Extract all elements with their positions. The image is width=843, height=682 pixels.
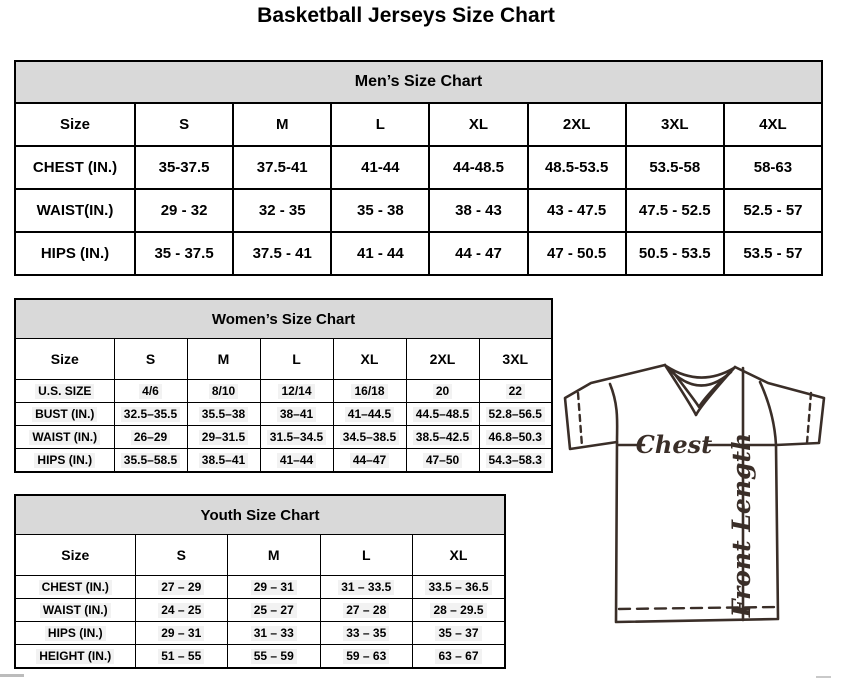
measurement-value-cell: 50.5 - 53.5 — [626, 232, 724, 275]
measurement-row — [15, 232, 822, 275]
measurement-value-cell: 35.5–58.5 — [114, 449, 187, 473]
measurement-value-cell: 38 - 43 — [429, 189, 527, 232]
measurement-row — [15, 576, 505, 599]
size-column-header: XL — [429, 103, 527, 146]
size-column-header: 4XL — [724, 103, 822, 146]
measurement-row — [15, 449, 552, 473]
size-column-header: XL — [333, 339, 406, 380]
size-column-header: 3XL — [479, 339, 552, 380]
chart-title: Women’s Size Chart — [15, 299, 552, 339]
measurement-value-cell: 12/14 — [260, 380, 333, 403]
measurement-value-cell: 25 – 27 — [228, 599, 321, 622]
measurement-row — [15, 146, 822, 189]
measurement-value-cell: 55 – 59 — [228, 645, 321, 669]
measurement-value-cell: 27 – 28 — [320, 599, 413, 622]
measurement-value-cell: 41–44 — [260, 449, 333, 473]
measurement-value-cell: 32 - 35 — [233, 189, 331, 232]
measurement-row-label: BUST (IN.) — [15, 403, 114, 426]
chest-label: Chest — [635, 430, 713, 459]
measurement-value-cell: 8/10 — [187, 380, 260, 403]
measurement-value-cell: 29 - 32 — [135, 189, 233, 232]
measurement-value-cell: 47–50 — [406, 449, 479, 473]
measurement-value-cell: 44-48.5 — [429, 146, 527, 189]
measurement-value-cell: 16/18 — [333, 380, 406, 403]
measurement-value-cell: 31 – 33.5 — [320, 576, 413, 599]
size-column-header: M — [228, 535, 321, 576]
measurement-row-label: HIPS (IN.) — [15, 232, 135, 275]
measurement-value-cell: 26–29 — [114, 426, 187, 449]
measurement-value-cell: 35 - 37.5 — [135, 232, 233, 275]
size-column-header: M — [187, 339, 260, 380]
measurement-row-label: WAIST(IN.) — [15, 189, 135, 232]
measurement-value-cell: 35-37.5 — [135, 146, 233, 189]
horizontal-scrollbar-fragment-right[interactable] — [816, 676, 831, 678]
measurement-value-cell: 37.5-41 — [233, 146, 331, 189]
size-column-header: L — [331, 103, 429, 146]
measurement-value-cell: 41–44.5 — [333, 403, 406, 426]
measurement-value-cell: 48.5-53.5 — [528, 146, 626, 189]
measurement-value-cell: 20 — [406, 380, 479, 403]
measurement-value-cell: 38–41 — [260, 403, 333, 426]
size-column-header: 2XL — [528, 103, 626, 146]
measurement-value-cell: 52.5 - 57 — [724, 189, 822, 232]
front-length-label: Front Length — [727, 432, 756, 618]
measurement-value-cell: 31.5–34.5 — [260, 426, 333, 449]
measurement-row-label: CHEST (IN.) — [15, 576, 135, 599]
measurement-value-cell: 58-63 — [724, 146, 822, 189]
size-column-header: S — [135, 103, 233, 146]
measurement-value-cell: 41 - 44 — [331, 232, 429, 275]
size-column-header: 2XL — [406, 339, 479, 380]
measurement-row-label: CHEST (IN.) — [15, 146, 135, 189]
measurement-value-cell: 34.5–38.5 — [333, 426, 406, 449]
size-column-header: S — [114, 339, 187, 380]
measurement-value-cell: 4/6 — [114, 380, 187, 403]
measurement-value-cell: 35 – 37 — [413, 622, 506, 645]
measurement-value-cell: 63 – 67 — [413, 645, 506, 669]
measurement-value-cell: 35.5–38 — [187, 403, 260, 426]
measurement-row-label: HEIGHT (IN.) — [15, 645, 135, 669]
measurement-row — [15, 426, 552, 449]
jersey-outline — [565, 365, 824, 622]
chart-title: Men’s Size Chart — [15, 61, 822, 103]
measurement-value-cell: 38.5–41 — [187, 449, 260, 473]
size-column-header: 3XL — [626, 103, 724, 146]
measurement-value-cell: 29–31.5 — [187, 426, 260, 449]
measurement-row-label: U.S. SIZE — [15, 380, 114, 403]
measurement-value-cell: 53.5-58 — [626, 146, 724, 189]
chart-title: Youth Size Chart — [15, 495, 505, 535]
left-cuff-dashed-line — [578, 393, 582, 446]
size-corner-header: Size — [15, 535, 135, 576]
measurement-row-label: HIPS (IN.) — [15, 449, 114, 473]
size-corner-header: Size — [15, 339, 114, 380]
horizontal-scrollbar-fragment-left[interactable] — [0, 674, 24, 677]
jersey-measurement-diagram — [553, 352, 843, 682]
right-sleeve-seam — [760, 382, 776, 445]
measurement-row — [15, 645, 505, 669]
size-column-header: XL — [413, 535, 506, 576]
measurement-value-cell: 47 - 50.5 — [528, 232, 626, 275]
measurement-value-cell: 35 - 38 — [331, 189, 429, 232]
measurement-value-cell: 24 – 25 — [135, 599, 228, 622]
measurement-value-cell: 44–47 — [333, 449, 406, 473]
measurement-value-cell: 52.8–56.5 — [479, 403, 552, 426]
size-column-header: S — [135, 535, 228, 576]
size-column-header: L — [320, 535, 413, 576]
measurement-value-cell: 46.8–50.3 — [479, 426, 552, 449]
measurement-row-label: HIPS (IN.) — [15, 622, 135, 645]
measurement-row-label: WAIST (IN.) — [15, 599, 135, 622]
left-sleeve-seam — [610, 384, 617, 442]
measurement-value-cell: 44.5–48.5 — [406, 403, 479, 426]
size-column-header: M — [233, 103, 331, 146]
measurement-value-cell: 28 – 29.5 — [413, 599, 506, 622]
measurement-row-label: WAIST (IN.) — [15, 426, 114, 449]
measurement-value-cell: 29 – 31 — [228, 576, 321, 599]
measurement-value-cell: 53.5 - 57 — [724, 232, 822, 275]
measurement-row — [15, 380, 552, 403]
size-column-header: L — [260, 339, 333, 380]
page-title: Basketball Jerseys Size Chart — [257, 4, 555, 27]
right-cuff-dashed-line — [807, 393, 811, 443]
womens-size-table — [14, 298, 553, 473]
measurement-value-cell: 33.5 – 36.5 — [413, 576, 506, 599]
measurement-value-cell: 54.3–58.3 — [479, 449, 552, 473]
measurement-row — [15, 189, 822, 232]
measurement-value-cell: 38.5–42.5 — [406, 426, 479, 449]
measurement-value-cell: 43 - 47.5 — [528, 189, 626, 232]
measurement-row — [15, 622, 505, 645]
measurement-value-cell: 51 – 55 — [135, 645, 228, 669]
measurement-row — [15, 599, 505, 622]
measurement-value-cell: 59 – 63 — [320, 645, 413, 669]
measurement-value-cell: 33 – 35 — [320, 622, 413, 645]
measurement-value-cell: 32.5–35.5 — [114, 403, 187, 426]
youth-size-table — [14, 494, 506, 669]
measurement-value-cell: 37.5 - 41 — [233, 232, 331, 275]
size-corner-header: Size — [15, 103, 135, 146]
measurement-value-cell: 29 – 31 — [135, 622, 228, 645]
measurement-row — [15, 403, 552, 426]
mens-size-table — [14, 60, 823, 276]
measurement-value-cell: 27 – 29 — [135, 576, 228, 599]
measurement-value-cell: 22 — [479, 380, 552, 403]
measurement-value-cell: 31 – 33 — [228, 622, 321, 645]
measurement-value-cell: 47.5 - 52.5 — [626, 189, 724, 232]
measurement-value-cell: 41-44 — [331, 146, 429, 189]
measurement-value-cell: 44 - 47 — [429, 232, 527, 275]
